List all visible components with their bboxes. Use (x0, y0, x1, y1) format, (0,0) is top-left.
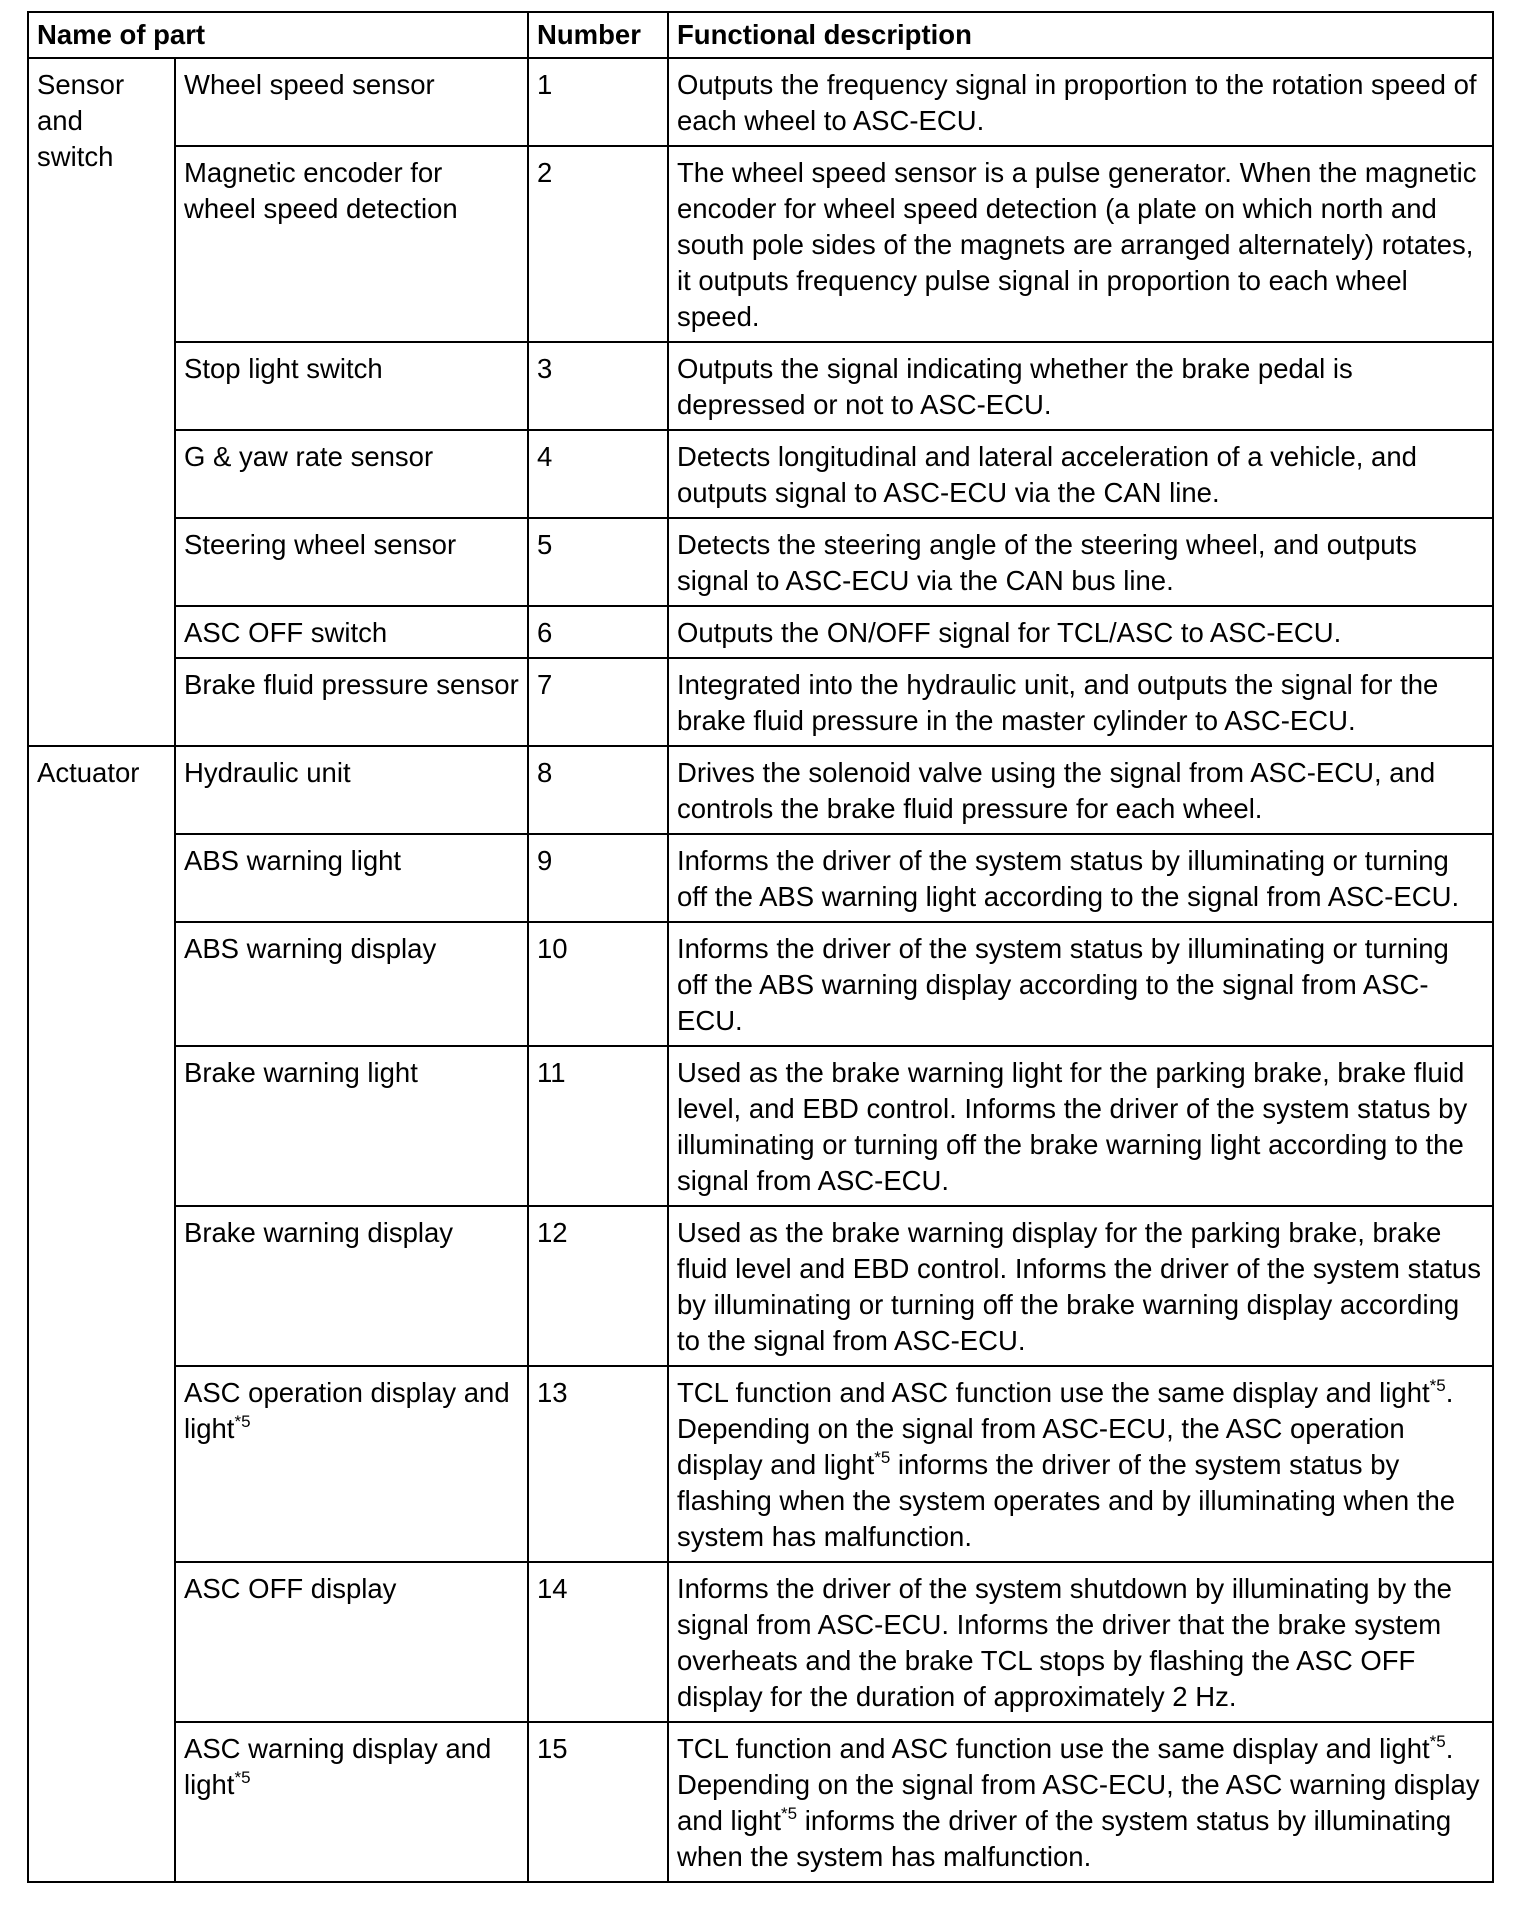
part-name: ABS warning light (175, 834, 528, 922)
part-number: 8 (528, 746, 668, 834)
part-description: Detects the steering angle of the steering wheel, and outputs signal to ASC-ECU via the CAN bus line. (668, 518, 1493, 606)
description-text: TCL function and ASC function use the same display and light (677, 1733, 1430, 1764)
description-text: informs the driver of the system status by illuminating when the system has malfunction. (677, 1805, 1452, 1872)
part-description: Outputs the ON/OFF signal for TCL/ASC to ASC-ECU. (668, 606, 1493, 658)
part-name: Brake warning display (175, 1206, 528, 1366)
part-name: Brake warning light (175, 1046, 528, 1206)
description-text: informs the driver of the system status by flashing when the system operates and by illuminating when the system has malfunction. (677, 1449, 1456, 1552)
table-row (28, 658, 1493, 746)
part-name: ABS warning display (175, 922, 528, 1046)
part-name: Steering wheel sensor (175, 518, 528, 606)
part-number: 3 (528, 342, 668, 430)
part-name (175, 1366, 528, 1562)
description-text: TCL function and ASC function use the same display and light (677, 1377, 1430, 1408)
part-description (668, 1366, 1493, 1562)
footnote-marker: *5 (874, 1448, 891, 1467)
part-description: Integrated into the hydraulic unit, and outputs the signal for the brake fluid pressure in the master cylinder to ASC-ECU. (668, 658, 1493, 746)
part-number: 7 (528, 658, 668, 746)
part-description: Outputs the frequency signal in proportion to the rotation speed of each wheel to ASC-ECU. (668, 58, 1493, 146)
part-description: Used as the brake warning display for the parking brake, brake fluid level and EBD control. Informs the driver of the system status by illuminating or turning off the brake warning display according to the signal from ASC-ECU. (668, 1206, 1493, 1366)
part-name: G & yaw rate sensor (175, 430, 528, 518)
part-description: Informs the driver of the system status by illuminating or turning off the ABS warning light according to the signal from ASC-ECU. (668, 834, 1493, 922)
table-row (28, 342, 1493, 430)
table-row (28, 146, 1493, 342)
footnote-marker: *5 (234, 1768, 251, 1787)
part-description: Informs the driver of the system shutdown by illuminating by the signal from ASC-ECU. Informs the driver that the brake system overheats and the brake TCL stops by flashing the ASC OFF display for the duration of approximately 2 Hz. (668, 1562, 1493, 1722)
part-description: Drives the solenoid valve using the signal from ASC-ECU, and controls the brake fluid pressure for each wheel. (668, 746, 1493, 834)
table-row (28, 1722, 1493, 1882)
footnote-marker: *5 (234, 1412, 251, 1431)
table-row (28, 1562, 1493, 1722)
description-text: . Depending on the signal from ASC-ECU, the ASC operation display and light (677, 1377, 1454, 1480)
part-number: 15 (528, 1722, 668, 1882)
part-number: 5 (528, 518, 668, 606)
part-name: Stop light switch (175, 342, 528, 430)
table-row (28, 746, 1493, 834)
part-name-text: ASC operation display and light (184, 1377, 510, 1444)
part-name: Hydraulic unit (175, 746, 528, 834)
part-number: 6 (528, 606, 668, 658)
part-description: The wheel speed sensor is a pulse generator. When the magnetic encoder for wheel speed detection (a plate on which north and south pole sides of the magnets are arranged alternately) rotates, it outputs frequency pulse signal in proportion to each wheel speed. (668, 146, 1493, 342)
part-number: 12 (528, 1206, 668, 1366)
table-header-row (28, 12, 1493, 58)
part-number: 2 (528, 146, 668, 342)
part-description: Informs the driver of the system status by illuminating or turning off the ABS warning display according to the signal from ASC-ECU. (668, 922, 1493, 1046)
part-name: Magnetic encoder for wheel speed detection (175, 146, 528, 342)
table-row (28, 606, 1493, 658)
parts-function-table (27, 11, 1494, 1883)
category-sensor-and-switch: Sensor and switch (28, 58, 175, 746)
part-number: 14 (528, 1562, 668, 1722)
part-name: ASC OFF switch (175, 606, 528, 658)
footnote-marker: *5 (1429, 1732, 1446, 1751)
part-description: Used as the brake warning light for the parking brake, brake fluid level, and EBD control. Informs the driver of the system status by illuminating or turning off the brake warning light according to the signal from ASC-ECU. (668, 1046, 1493, 1206)
table-row (28, 922, 1493, 1046)
part-number: 11 (528, 1046, 668, 1206)
table-row (28, 1046, 1493, 1206)
part-name: Wheel speed sensor (175, 58, 528, 146)
description-text: . Depending on the signal from ASC-ECU, the ASC warning display and light (677, 1733, 1480, 1836)
part-number: 1 (528, 58, 668, 146)
parts-table-container (27, 11, 1492, 1883)
table-row (28, 430, 1493, 518)
part-name: ASC OFF display (175, 1562, 528, 1722)
part-name: Brake fluid pressure sensor (175, 658, 528, 746)
part-number: 13 (528, 1366, 668, 1562)
header-number: Number (528, 12, 668, 58)
footnote-marker: *5 (780, 1804, 798, 1823)
table-row (28, 1366, 1493, 1562)
part-number: 4 (528, 430, 668, 518)
category-actuator: Actuator (28, 746, 175, 1882)
part-name (175, 1722, 528, 1882)
header-functional-description: Functional description (668, 12, 1493, 58)
table-row (28, 58, 1493, 146)
part-name-text: ASC warning display and light (184, 1733, 492, 1800)
part-description: Detects longitudinal and lateral acceleration of a vehicle, and outputs signal to ASC-ECU via the CAN line. (668, 430, 1493, 518)
table-row (28, 834, 1493, 922)
part-description: Outputs the signal indicating whether the brake pedal is depressed or not to ASC-ECU. (668, 342, 1493, 430)
header-name-of-part: Name of part (28, 12, 528, 58)
part-description (668, 1722, 1493, 1882)
table-row (28, 518, 1493, 606)
footnote-marker: *5 (1429, 1376, 1446, 1395)
part-number: 9 (528, 834, 668, 922)
part-number: 10 (528, 922, 668, 1046)
table-row (28, 1206, 1493, 1366)
